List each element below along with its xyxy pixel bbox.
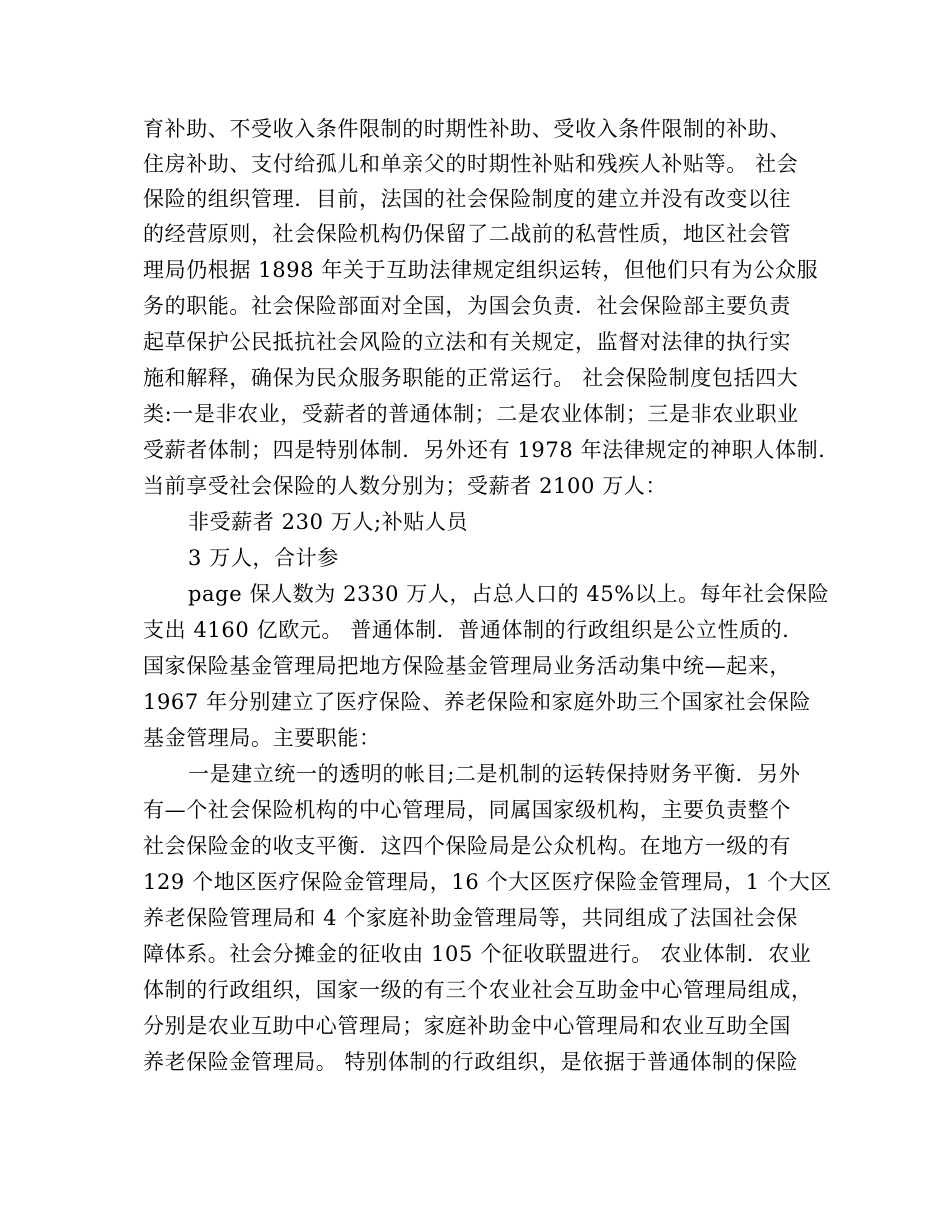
text-line: 支出 4160 亿欧元。 普通体制．普通体制的行政组织是公立性质的． [143,618,804,642]
text-line: 有—个社会保险机构的中心管理局，同属国家级机构，主要负责整个 [143,798,791,822]
text-line: 养老保险管理局和 4 个家庭补助金管理局等，共同组成了法国社会保 [143,906,798,930]
text-line: 社会保险金的收支平衡．这四个保险局是公众机构。在地方一级的有 [143,834,791,858]
text-line: 育补助、不受收入条件限制的时期性补助、受收入条件限制的补助、 [143,117,791,141]
text-line: 保险的组织管理．目前，法国的社会保险制度的建立并没有改变以往 [143,187,791,211]
text-line: 129 个地区医疗保险金管理局，16 个大区医疗保险金管理局，1 个大区 [143,870,832,894]
text-line: 的经营原则，社会保险机构仍保留了二战前的私营性质，地区社会管 [143,222,791,246]
text-line: 分别是农业互助中心管理局；家庭补助金中心管理局和农业互助全国 [143,1014,791,1038]
text-line: 受薪者体制；四是特别体制．另外还有 1978 年法律规定的神职人体制． [143,438,840,462]
text-line: 一是建立统一的透明的帐目;二是机制的运转保持财务平衡．另外 [188,762,801,786]
text-line: 体制的行政组织，国家一级的有三个农业社会互助金中心管理局组成， [143,978,813,1002]
text-line: 1967 年分别建立了医疗保险、养老保险和家庭外助三个国家社会保险 [143,690,811,714]
text-line: 务的职能。社会保险部面对全国，为国会负责．社会保险部主要负责 [143,294,791,318]
text-line: 基金管理局。主要职能： [143,726,381,750]
text-line: 当前享受社会保险的人数分别为；受薪者 2100 万人： [143,474,667,498]
text-line: 养老保险金管理局。 特别体制的行政组织，是依据于普通体制的保险 [143,1050,799,1074]
text-line: 类:一是非农业，受薪者的普通体制；二是农业体制；三是非农业职业 [143,402,799,426]
text-line: 起草保护公民抵抗社会风险的立法和有关规定，监督对法律的执行实 [143,330,791,354]
text-line: page 保人数为 2330 万人，占总人口的 45%以上。每年社会保险 [188,582,830,606]
text-line: 3 万人，合计参 [188,546,339,570]
text-line: 障体系。社会分摊金的征收由 105 个征收联盟进行。 农业体制．农业 [143,942,812,966]
text-line: 理局仍根据 1898 年关于互助法律规定组织运转，但他们只有为公众服 [143,258,819,282]
text-line: 住房补助、支付给孤儿和单亲父的时期性补贴和残疾人补贴等。 社会 [143,152,799,176]
text-line: 国家保险基金管理局把地方保险基金管理局业务活动集中统—起来， [143,654,791,678]
text-line: 施和解释，确保为民众服务职能的正常运行。 社会保险制度包括四大 [143,366,799,390]
text-line: 非受薪者 230 万人;补贴人员 [188,510,469,534]
